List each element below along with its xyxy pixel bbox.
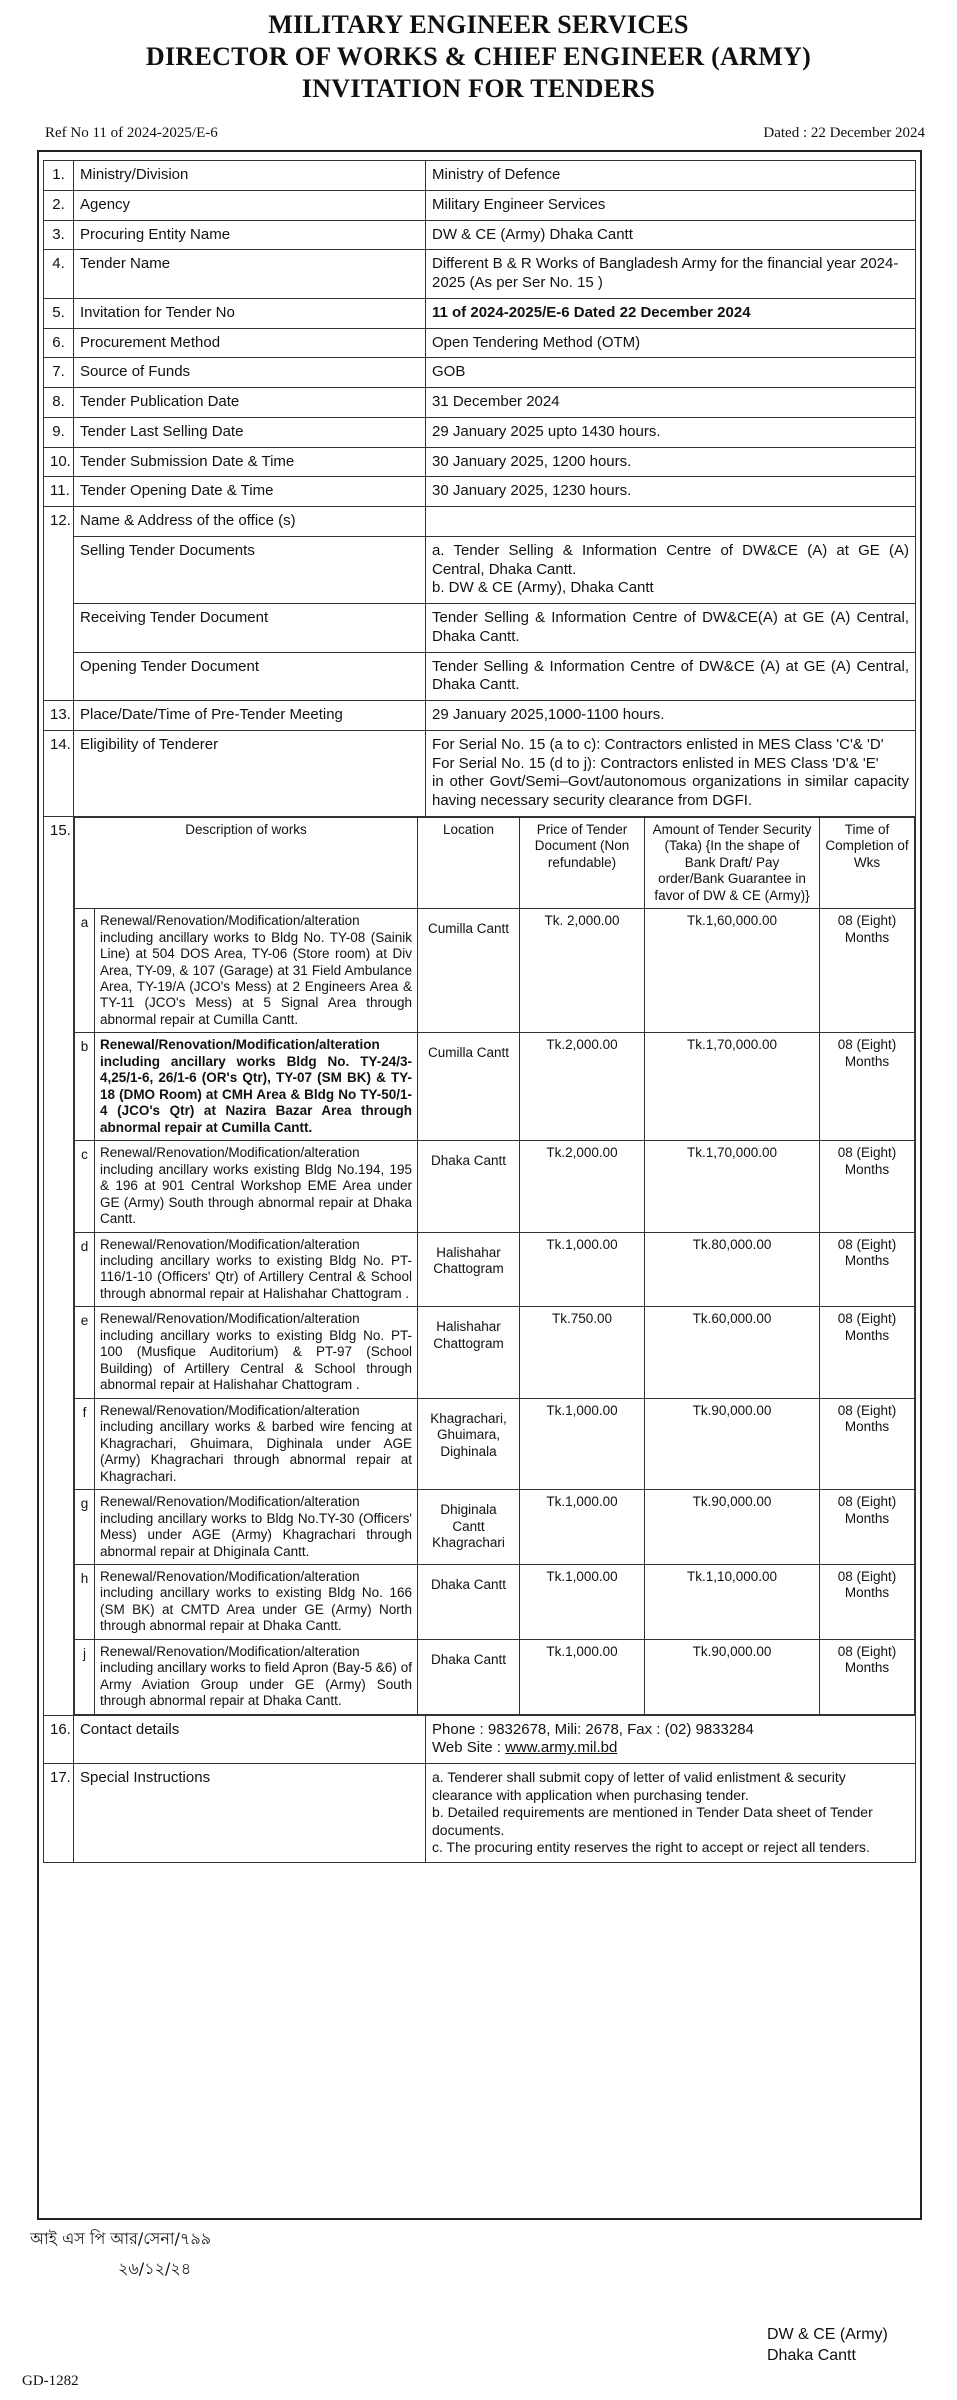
work-security: Tk.90,000.00 <box>645 1490 820 1565</box>
eligibility-line-2: For Serial No. 15 (d to j): Contractors enlisted in MES Class 'D'& 'E' <box>432 754 879 772</box>
row-value: Open Tendering Method (OTM) <box>426 328 916 358</box>
row-sn: 5. <box>44 298 74 328</box>
work-security: Tk.1,70,000.00 <box>645 1141 820 1232</box>
work-security: Tk.1,10,000.00 <box>645 1564 820 1639</box>
row-label: Tender Opening Date & Time <box>74 477 426 507</box>
receiving-label: Receiving Tender Document <box>74 604 426 653</box>
work-location: Dhaka Cantt <box>418 1639 520 1714</box>
row-value: 31 December 2024 <box>426 388 916 418</box>
work-time: 08 (Eight) Months <box>820 1033 915 1141</box>
row-sn: 2. <box>44 190 74 220</box>
row-17-value <box>426 1764 916 1863</box>
work-price: Tk.2,000.00 <box>520 1141 645 1232</box>
work-description: Renewal/Renovation/Modification/alteration including ancillary works to existing Bldg No. PT-100 (Musfique Auditorium) & PT-97 (School Building) of Artillery Central & School through abnormal repair at Halishahar Chattogram . <box>95 1307 418 1398</box>
row-17 <box>44 1764 916 1863</box>
work-letter: b <box>75 1033 95 1141</box>
works-row <box>75 1232 915 1307</box>
work-price: Tk.1,000.00 <box>520 1639 645 1714</box>
work-time: 08 (Eight) Months <box>820 1564 915 1639</box>
info-row <box>44 161 916 191</box>
info-row <box>44 298 916 328</box>
row-value: Different B & R Works of Bangladesh Army for the financial year 2024-2025 (As per Ser No. 15 ) <box>426 250 916 299</box>
header-line-2: DIRECTOR OF WORKS & CHIEF ENGINEER (ARMY) <box>145 42 812 71</box>
opening-label: Opening Tender Document <box>74 652 426 701</box>
row-14-value <box>426 730 916 816</box>
signature-block <box>767 2325 888 2367</box>
row-sn: 6. <box>44 328 74 358</box>
work-description: Renewal/Renovation/Modification/alteration including ancillary works to Bldg No.TY-30 (Officers' Mess) under AGE (Army) Khagrachari through abnormal repair at Dhiginala Cantt. <box>95 1490 418 1565</box>
row-12-receiving <box>44 604 916 653</box>
row-label: Tender Last Selling Date <box>74 417 426 447</box>
header-description: Description of works <box>75 817 418 908</box>
work-letter: a <box>75 909 95 1033</box>
works-row <box>75 909 915 1033</box>
row-value: DW & CE (Army) Dhaka Cantt <box>426 220 916 250</box>
row-label: Tender Publication Date <box>74 388 426 418</box>
work-security: Tk.1,60,000.00 <box>645 909 820 1033</box>
row-sn: 11. <box>44 477 74 507</box>
header-time: Time of Completion of Wks <box>820 817 915 908</box>
row-16-label: Contact details <box>74 1715 426 1764</box>
info-row <box>44 447 916 477</box>
work-location: Dhaka Cantt <box>418 1564 520 1639</box>
row-15 <box>44 816 916 1715</box>
work-price: Tk.1,000.00 <box>520 1398 645 1489</box>
row-12-sn: 12. <box>44 507 74 537</box>
work-letter: g <box>75 1490 95 1565</box>
row-label: Invitation for Tender No <box>74 298 426 328</box>
row-13 <box>44 701 916 731</box>
work-letter: h <box>75 1564 95 1639</box>
works-table <box>74 817 915 1715</box>
info-row <box>44 358 916 388</box>
works-row <box>75 1639 915 1714</box>
row-sn: 4. <box>44 250 74 299</box>
row-value: 11 of 2024-2025/E-6 Dated 22 December 2024 <box>426 298 916 328</box>
row-value: 29 January 2025 upto 1430 hours. <box>426 417 916 447</box>
row-12-selling <box>44 536 916 603</box>
header-security: Amount of Tender Security (Taka) {In the shape of Bank Draft/ Pay order/Bank Guarantee in favor of DW & CE (Army)} <box>645 817 820 908</box>
work-time: 08 (Eight) Months <box>820 909 915 1033</box>
work-description: Renewal/Renovation/Modification/alteration including ancillary works to existing Bldg No. PT-116/1-10 (Officers' Qtr) of Artillery Central & School through abnormal repair at Halishahar Chattogram . <box>95 1232 418 1307</box>
ispr-reference: আই এস পি আর/সেনা/৭৯৯ <box>30 2229 212 2248</box>
row-label: Procuring Entity Name <box>74 220 426 250</box>
work-security: Tk.80,000.00 <box>645 1232 820 1307</box>
row-value: 30 January 2025, 1230 hours. <box>426 477 916 507</box>
work-description: Renewal/Renovation/Modification/alteration including ancillary works existing Bldg No.194, 195 & 196 at 901 Central Workshop EME Area under GE (Army) South through abnormal repair at Dhaka Cantt. <box>95 1141 418 1232</box>
info-row <box>44 388 916 418</box>
row-15-sn: 15. <box>44 816 74 1715</box>
work-price: Tk.1,000.00 <box>520 1232 645 1307</box>
row-label: Procurement Method <box>74 328 426 358</box>
work-time: 08 (Eight) Months <box>820 1232 915 1307</box>
eligibility-line-1: For Serial No. 15 (a to c): Contractors enlisted in MES Class 'C'& 'D' <box>432 735 884 753</box>
info-row <box>44 250 916 299</box>
header-line-3: INVITATION FOR TENDERS <box>301 74 656 103</box>
work-description: Renewal/Renovation/Modification/alteration including ancillary works & barbed wire fencing at Khagrachari, Ghuimara, Dighinala under AGE (Army) Khagrachari through abnormal repair at Khagrachari. <box>95 1398 418 1489</box>
works-row <box>75 1307 915 1398</box>
work-description: Renewal/Renovation/Modification/alteration including ancillary works to field Apron (Bay-5 &6) of Army Aviation Group under GE (Army) South through abnormal repair at Dhaka Cantt. <box>95 1639 418 1714</box>
header-price: Price of Tender Document (Non refundable) <box>520 817 645 908</box>
row-label: Agency <box>74 190 426 220</box>
work-description: Renewal/Renovation/Modification/alteration including ancillary works to existing Bldg No. 166 (SM BK) at CMTD Area under GE (Army) North through abnormal repair at Dhaka Cantt. <box>95 1564 418 1639</box>
row-sn: 7. <box>44 358 74 388</box>
work-location: Cumilla Cantt <box>418 909 520 1033</box>
ref-date: Dated : 22 December 2024 <box>763 125 925 141</box>
row-12-opening <box>44 652 916 701</box>
works-row <box>75 1564 915 1639</box>
work-location: Dhiginala Cantt Khagrachari <box>418 1490 520 1565</box>
work-letter: f <box>75 1398 95 1489</box>
work-location: Khagrachari, Ghuimara, Dighinala <box>418 1398 520 1489</box>
contact-phone: Phone : 9832678, Mili: 2678, Fax : (02) 9833284 <box>432 1720 754 1738</box>
info-row <box>44 417 916 447</box>
work-location: Halishahar Chattogram <box>418 1307 520 1398</box>
selling-a: a. Tender Selling & Information Centre of DW&CE (A) at GE (A) Central, Dhaka Cantt. <box>432 541 909 578</box>
work-security: Tk.90,000.00 <box>645 1639 820 1714</box>
row-sn: 9. <box>44 417 74 447</box>
works-row <box>75 1033 915 1141</box>
work-time: 08 (Eight) Months <box>820 1639 915 1714</box>
website-label: Web Site : <box>432 1739 506 1757</box>
row-13-label: Place/Date/Time of Pre-Tender Meeting <box>74 701 426 731</box>
work-price: Tk. 2,000.00 <box>520 909 645 1033</box>
tender-info-table <box>43 160 916 1863</box>
row-14 <box>44 730 916 816</box>
work-price: Tk.1,000.00 <box>520 1564 645 1639</box>
info-row <box>44 190 916 220</box>
signature-line-1: DW & CE (Army) <box>767 2326 888 2343</box>
row-13-sn: 13. <box>44 701 74 731</box>
signature-line-2: Dhaka Cantt <box>767 2346 856 2364</box>
ref-number: Ref No 11 of 2024-2025/E-6 <box>45 125 218 141</box>
work-time: 08 (Eight) Months <box>820 1398 915 1489</box>
instruction-a: a. Tenderer shall submit copy of letter of valid enlistment & security clearance with application when purchasing tender. <box>432 1769 846 1803</box>
row-sn: 10. <box>44 447 74 477</box>
work-description: Renewal/Renovation/Modification/alteration including ancillary works Bldg No. TY-24/3-4,25/1-6, 26/1-6 (OR's Qtr), TY-07 (SM BK) & TY-18 (DMO Room) at CMH Area & Bldg No TY-50/1-4 (JCO's Qtr) at Nazira Bazar Area through abnormal repair at Cumilla Cantt. <box>95 1033 418 1141</box>
row-17-sn: 17. <box>44 1764 74 1863</box>
work-letter: c <box>75 1141 95 1232</box>
work-location: Dhaka Cantt <box>418 1141 520 1232</box>
row-16-value <box>426 1715 916 1764</box>
work-time: 08 (Eight) Months <box>820 1490 915 1565</box>
reference-line <box>45 125 925 142</box>
info-row <box>44 477 916 507</box>
row-value: GOB <box>426 358 916 388</box>
row-14-label: Eligibility of Tenderer <box>74 730 426 816</box>
info-row <box>44 328 916 358</box>
row-sn: 3. <box>44 220 74 250</box>
work-description: Renewal/Renovation/Modification/alteration including ancillary works to Bldg No. TY-08 (Sainik Line) at 504 DOS Area, TY-06 (Store room) at Div Area, TY-09, & 107 (Garage) at 31 Field Ambulance Area, TY-19/A (JCO's Mess) at 2 Engineers Area & TY-11 (JCO's Mess) at 5 Signal Area through abnormal repair at Cumilla Cantt. <box>95 909 418 1033</box>
header-location: Location <box>418 817 520 908</box>
work-price: Tk.1,000.00 <box>520 1490 645 1565</box>
work-price: Tk.2,000.00 <box>520 1033 645 1141</box>
selling-b: b. DW & CE (Army), Dhaka Cantt <box>432 579 654 597</box>
row-label: Tender Submission Date & Time <box>74 447 426 477</box>
row-16-sn: 16. <box>44 1715 74 1764</box>
work-time: 08 (Eight) Months <box>820 1141 915 1232</box>
info-row <box>44 220 916 250</box>
row-14-sn: 14. <box>44 730 74 816</box>
selling-label: Selling Tender Documents <box>74 536 426 603</box>
row-12 <box>44 507 916 537</box>
receiving-value: Tender Selling & Information Centre of DW&CE(A) at GE (A) Central, Dhaka Cantt. <box>426 604 916 653</box>
work-security: Tk.60,000.00 <box>645 1307 820 1398</box>
row-value: Ministry of Defence <box>426 161 916 191</box>
row-value: 30 January 2025, 1200 hours. <box>426 447 916 477</box>
row-sn: 1. <box>44 161 74 191</box>
works-header-row <box>75 817 915 908</box>
header-line-1: MILITARY ENGINEER SERVICES <box>268 10 689 39</box>
selling-value <box>426 536 916 603</box>
row-12-label: Name & Address of the office (s) <box>74 507 426 537</box>
work-letter: j <box>75 1639 95 1714</box>
row-17-label: Special Instructions <box>74 1764 426 1863</box>
row-value: Military Engineer Services <box>426 190 916 220</box>
works-row <box>75 1398 915 1489</box>
work-time: 08 (Eight) Months <box>820 1307 915 1398</box>
instruction-c: c. The procuring entity reserves the right to accept or reject all tenders. <box>432 1839 870 1856</box>
gd-number: GD-1282 <box>22 2373 79 2389</box>
work-location: Cumilla Cantt <box>418 1033 520 1141</box>
row-label: Tender Name <box>74 250 426 299</box>
works-row <box>75 1141 915 1232</box>
work-security: Tk.1,70,000.00 <box>645 1033 820 1141</box>
row-sn: 8. <box>44 388 74 418</box>
row-label: Source of Funds <box>74 358 426 388</box>
ispr-date: ২৬/১২/২৪ <box>118 2259 192 2278</box>
eligibility-line-3: in other Govt/Semi–Govt/autonomous organizations in similar capacity having necessary security clearance from DGFI. <box>432 773 909 809</box>
website-link[interactable]: www.army.mil.bd <box>505 1739 618 1757</box>
work-price: Tk.750.00 <box>520 1307 645 1398</box>
works-row <box>75 1490 915 1565</box>
row-13-value: 29 January 2025,1000-1100 hours. <box>426 701 916 731</box>
work-security: Tk.90,000.00 <box>645 1398 820 1489</box>
work-location: Halishahar Chattogram <box>418 1232 520 1307</box>
row-label: Ministry/Division <box>74 161 426 191</box>
opening-value: Tender Selling & Information Centre of DW&CE (A) at GE (A) Central, Dhaka Cantt. <box>426 652 916 701</box>
instruction-b: b. Detailed requirements are mentioned in Tender Data sheet of Tender documents. <box>432 1804 873 1838</box>
work-letter: d <box>75 1232 95 1307</box>
row-16 <box>44 1715 916 1764</box>
work-letter: e <box>75 1307 95 1398</box>
